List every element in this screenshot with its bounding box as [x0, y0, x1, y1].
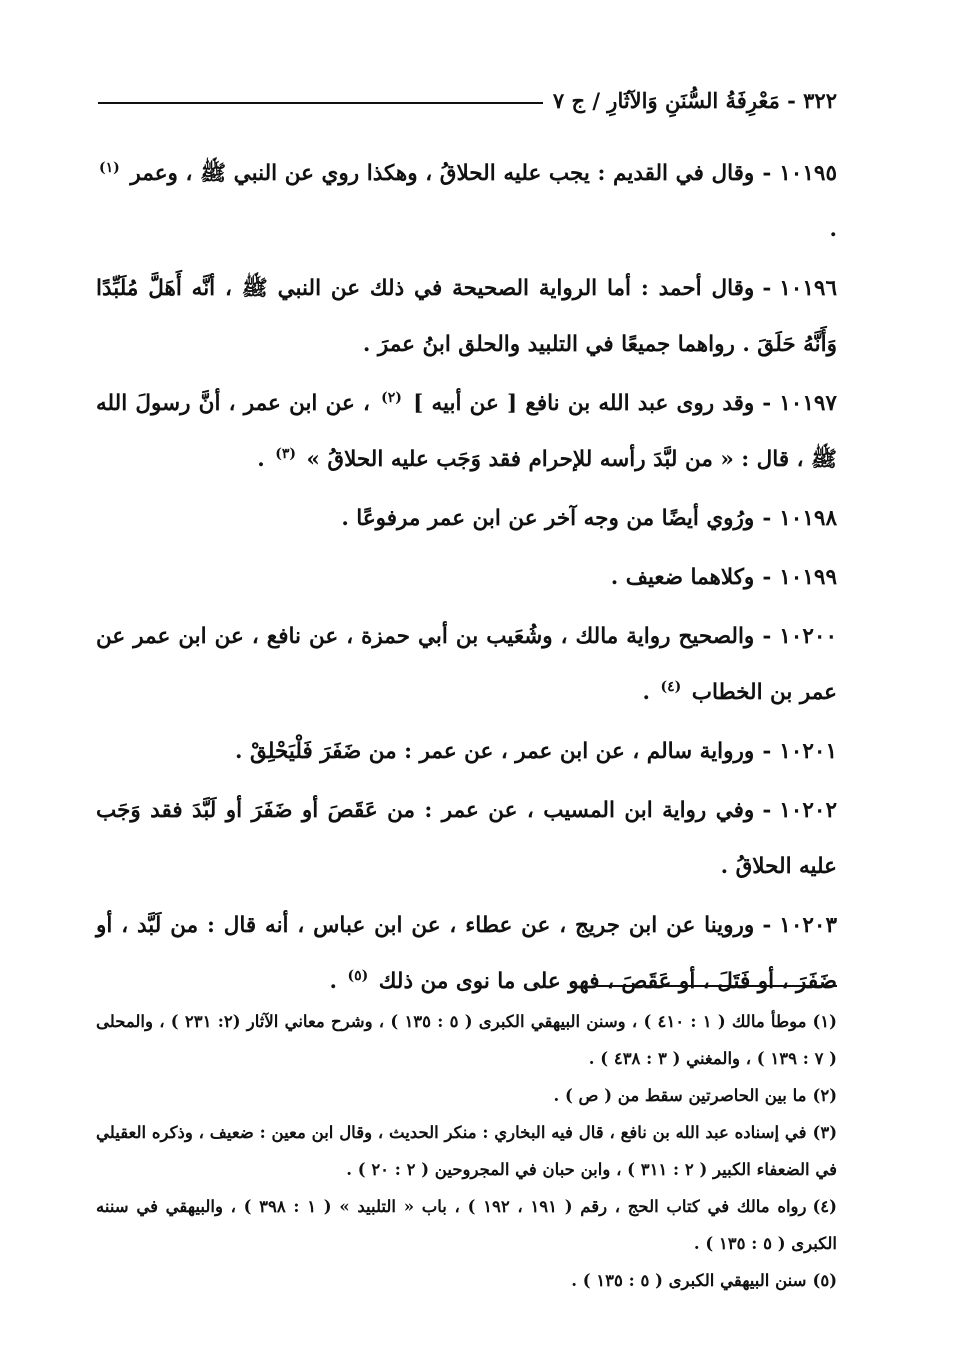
footnote-1	[96, 1003, 837, 1077]
paragraph-tail: .	[257, 447, 265, 472]
footnote-ref[interactable]: (٣)	[275, 445, 296, 462]
paragraph-text: وكلاهما ضعيف .	[610, 565, 755, 590]
paragraph-10196: ١٠١٩٦-وقال أحمد : أما الرواية الصحيحة في ذلك عن النبي ﷺ ، أنَّه أَهَلَّ مُلَبِّدًا وَأَنَّهُ حَلَقَ . رواهما جميعًا في التلبيد والحلق ابنُ عمرَ .	[96, 276, 837, 357]
paragraph-10195: ١٠١٩٥-وقال في القديم : يجب عليه الحلاقُ ، وهكذا روي عن النبي ﷺ ، وعمر $^{(١)}$ .	[96, 146, 837, 258]
main-text	[96, 146, 837, 1013]
footnote-5	[96, 1262, 837, 1299]
footnote-3	[96, 1114, 837, 1188]
footnote-text: رواه مالك في كتاب الحج ، رقم ( ١٩١ ، ١٩٢ ) ، باب « التلبيد » ( ١ : ٣٩٨ ) ، والبيهقي في سننه الكبرى ( ٥ : ١٣٥ ) .	[96, 1197, 837, 1253]
paragraph-number: ١٠١٩٩	[779, 565, 837, 590]
footnote-text: ما بين الحاصرتين سقط من ( ص ) .	[553, 1086, 807, 1105]
paragraph-number: ١٠٢٠١	[779, 739, 837, 764]
paragraph-text-continued: ، عن ابن عمر ، أنَّ رسولَ الله ﷺ ، قال : « من لبَّدَ رأسه للإحرام فقد وَجَب عليه الحلاقُ »	[96, 391, 837, 472]
footnote-text: موطأ مالك ( ١ : ٤١٠ ) ، وسنن البيهقي الكبرى ( ٥ : ١٣٥ ) ، وشرح معاني الآثار (٢: ٢٣١ ) ، والمحلى ( ٧ : ١٣٩ ) ، والمغني ( ٣ : ٤٣٨ ) .	[96, 1012, 837, 1068]
paragraph-10200: ١٠٢٠٠-والصحيح رواية مالك ، وشُعَيب بن أبي حمزة ، عن نافع ، عن ابن عمر عن عمر بن الخطاب $^{(٤)}$ .	[96, 624, 837, 705]
paragraph-text: وفي رواية ابن المسيب ، عن عمر : من عَقَصَ أو ضَفَرَ أو لَبَّدَ فقد وَجَب عليه الحلاقُ .	[96, 798, 837, 879]
paragraph-number: ١٠١٩٨	[779, 506, 837, 531]
paragraph-tail: .	[829, 217, 837, 242]
footnote-number: (٢)	[812, 1086, 837, 1105]
paragraph-number: ١٠١٩٧	[779, 391, 837, 416]
paragraph-10203: ١٠٢٠٣-وروينا عن ابن جريج ، عن عطاء ، عن ابن عباس ، أنه قال : من لَبَّد ، أو ضَفَرَ ، أو فَتَلَ ، أو عَقَصَ ، فهو على ما نوى من ذلك $^{(٥)}$ .	[96, 913, 838, 994]
paragraph-text: وقال أحمد : أما الرواية الصحيحة في ذلك عن النبي ﷺ ، أنَّه أَهَلَّ مُلَبِّدًا وَأَنَّهُ حَلَقَ . رواهما جميعًا في التلبيد والحلق ابنُ عمرَ .	[96, 276, 837, 357]
paragraph-tail: .	[642, 680, 650, 705]
footnote-ref[interactable]: (٢)	[381, 389, 402, 406]
footnote-divider	[597, 985, 837, 987]
footnote-ref[interactable]: (٤)	[660, 678, 682, 695]
paragraph-10198: ١٠١٩٨-ورُوي أيضًا من وجه آخر عن ابن عمر مرفوعًا .	[341, 506, 837, 531]
paragraph-tail: .	[329, 969, 338, 994]
paragraph-number: ١٠٢٠٣	[779, 913, 838, 938]
paragraph-text: وقد روى عبد الله بن نافع [ عن أبيه ]	[413, 391, 755, 416]
paragraph-text: والصحيح رواية مالك ، وشُعَيب بن أبي حمزة ، عن نافع ، عن ابن عمر عن عمر بن الخطاب	[96, 624, 837, 705]
footnote-number: (٣)	[812, 1123, 837, 1142]
paragraph-10201: ١٠٢٠١-ورواية سالم ، عن ابن عمر ، عن عمر : من ضَفَرَ فَلْيَحْلِقْ .	[235, 739, 837, 764]
paragraph-number: ١٠٢٠٠	[779, 624, 837, 649]
footnote-2	[96, 1077, 837, 1114]
header-rule	[98, 102, 543, 104]
paragraph-10202: ١٠٢٠٢-وفي رواية ابن المسيب ، عن عمر : من عَقَصَ أو ضَفَرَ أو لَبَّدَ فقد وَجَب عليه الحلاقُ .	[96, 798, 837, 879]
paragraph-10199: ١٠١٩٩-وكلاهما ضعيف .	[610, 565, 837, 590]
paragraph-text: ورواية سالم ، عن ابن عمر ، عن عمر : من ضَفَرَ فَلْيَحْلِقْ .	[235, 739, 755, 764]
footnote-number: (١)	[812, 1012, 837, 1031]
footnotes	[96, 1003, 837, 1299]
paragraph-text: وروينا عن ابن جريج ، عن عطاء ، عن ابن عباس ، أنه قال : من لَبَّد ، أو ضَفَرَ ، أو فَتَلَ ، أو عَقَصَ ، فهو على ما نوى من ذلك	[96, 913, 837, 994]
page-header	[98, 88, 837, 113]
paragraph-10197: ١٠١٩٧-وقد روى عبد الله بن نافع [ عن أبيه ] $^{(٢)}$ ، عن ابن عمر ، أنَّ رسولَ الله ﷺ ، قال : « من لبَّدَ رأسه للإحرام فقد وَجَب عليه الحلاقُ » $^{(٣)}$ .	[96, 389, 837, 472]
footnote-text: سنن البيهقي الكبرى ( ٥ : ١٣٥ ) .	[571, 1271, 807, 1290]
footnote-number: (٤)	[812, 1197, 837, 1216]
footnote-ref[interactable]: (٥)	[347, 967, 369, 984]
paragraph-number: ١٠١٩٥	[779, 161, 837, 186]
paragraph-text: ورُوي أيضًا من وجه آخر عن ابن عمر مرفوعًا .	[341, 506, 755, 531]
paragraph-number: ١٠١٩٦	[779, 276, 837, 301]
paragraph-text: وقال في القديم : يجب عليه الحلاقُ ، وهكذا روي عن النبي ﷺ ، وعمر	[130, 161, 755, 186]
footnote-text: في إسناده عبد الله بن نافع ، قال فيه البخاري : منكر الحديث ، وقال ابن معين : ضعيف ، وذكره العقيلي في الضعفاء الكبير ( ٢ : ٣١١ ) ، وابن حبان في المجروحين ( ٢ : ٢٠ ) .	[96, 1123, 837, 1179]
footnote-number: (٥)	[812, 1271, 837, 1290]
page-title: ٣٢٢ - مَعْرِفَةُ السُّنَنِ وَالآثَارِ / ج ٧	[552, 88, 837, 113]
footnote-ref[interactable]: (١)	[99, 159, 120, 176]
footnote-4	[96, 1188, 837, 1262]
paragraph-number: ١٠٢٠٢	[779, 798, 837, 823]
